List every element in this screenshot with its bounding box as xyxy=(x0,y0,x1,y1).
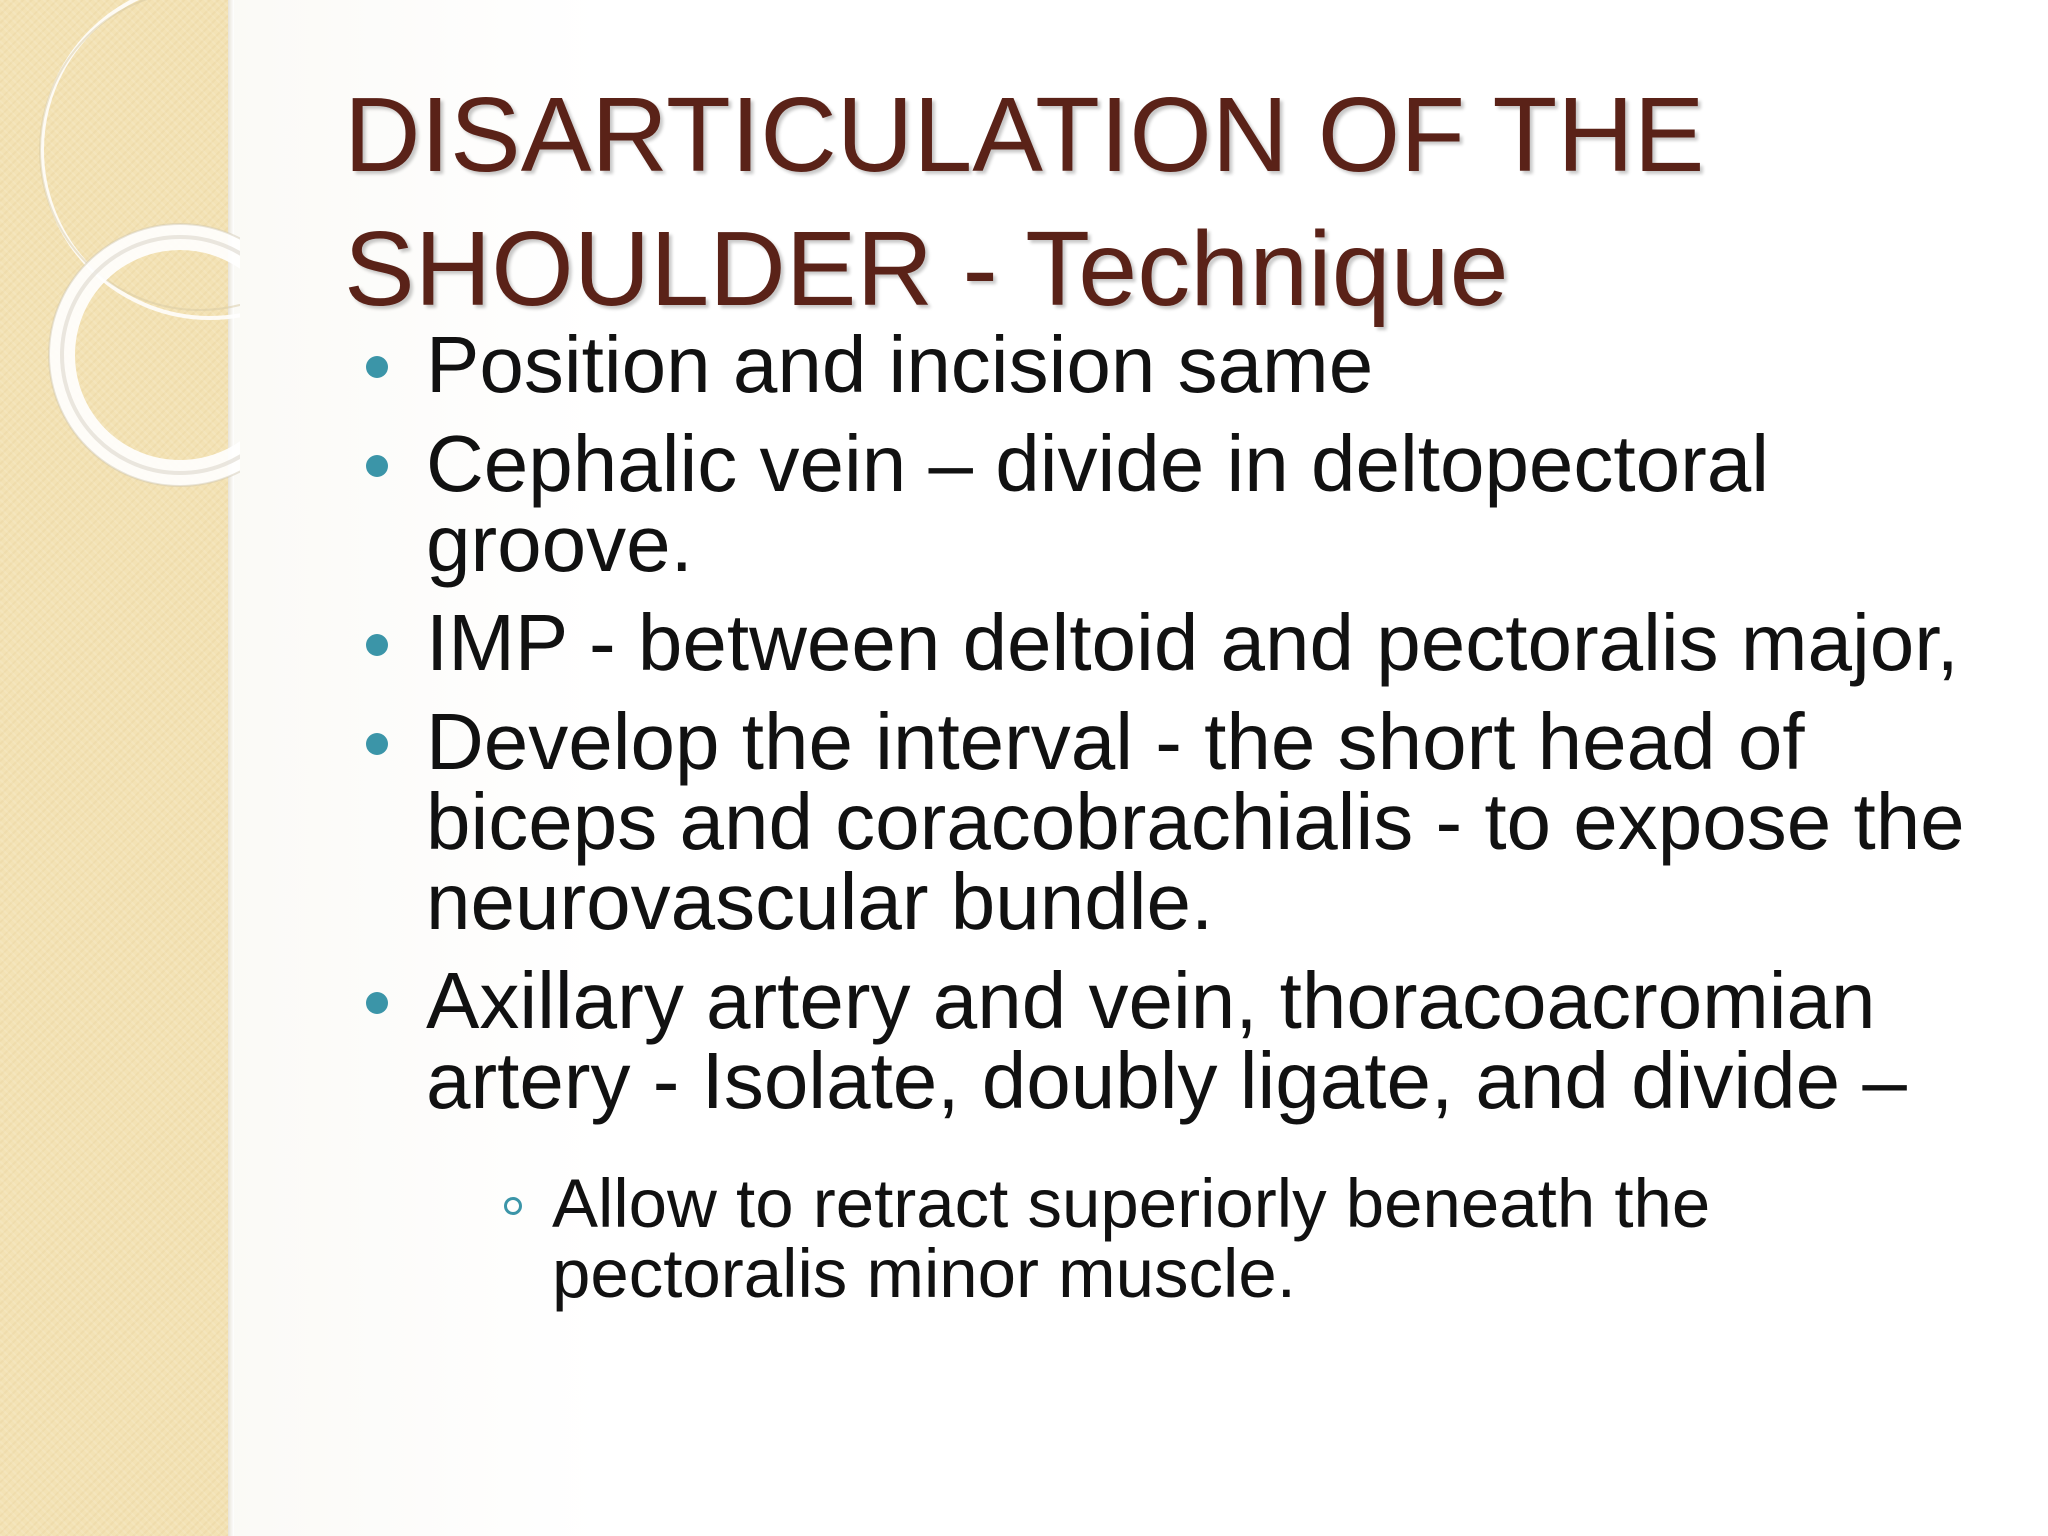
slide-title: DISARTICULATION OF THE SHOULDER - Technique xyxy=(344,76,1705,328)
bullet-list xyxy=(360,320,2000,1328)
bullet-icon xyxy=(366,733,388,755)
decorative-rings-icon xyxy=(0,0,240,520)
bullet-item xyxy=(360,697,2000,946)
bullet-item xyxy=(360,320,2000,409)
bullet-text: Position and incision same xyxy=(426,320,1374,409)
bullet-icon xyxy=(366,992,388,1014)
sub-bullet-item xyxy=(426,1165,2000,1312)
bullet-text: IMP - between deltoid and pectoralis major, xyxy=(426,598,1959,687)
bullet-icon xyxy=(366,634,388,656)
sub-bullet-text: Allow to retract superiorly beneath the pectoralis minor muscle. xyxy=(552,1165,1711,1312)
bullet-text: Develop the interval - the short head of biceps and coracobrachialis - to expose the neurovascular bundle. xyxy=(426,697,1965,946)
bullet-icon xyxy=(366,356,388,378)
bullet-text: Axillary artery and vein, thoracoacromian artery - Isolate, doubly ligate, and divide – xyxy=(426,956,1907,1125)
sub-bullet-icon xyxy=(504,1197,522,1215)
bullet-text: Cephalic vein – divide in deltopectoral groove. xyxy=(426,419,1770,588)
bullet-icon xyxy=(366,455,388,477)
bullet-item xyxy=(360,419,2000,588)
bullet-item xyxy=(360,598,2000,687)
bullet-item xyxy=(360,956,2000,1312)
